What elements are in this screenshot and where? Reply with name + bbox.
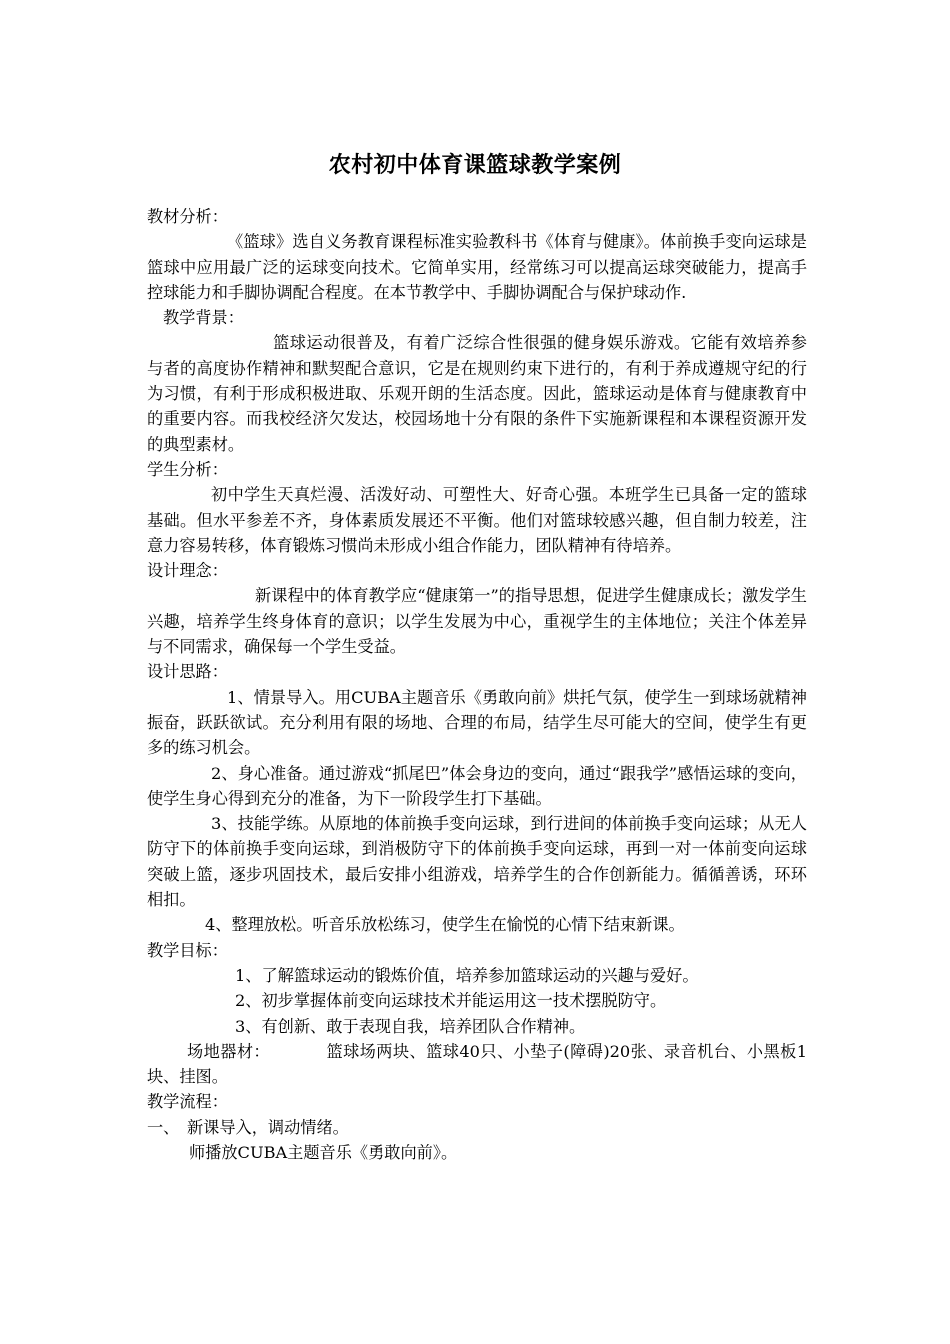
process-step-detail: 师播放CUBA主题音乐《勇敢向前》。: [189, 1142, 458, 1162]
heading-material-analysis: 教材分析：: [147, 207, 228, 226]
heading-equipment: 场地器材：: [187, 1041, 271, 1061]
equipment-paragraph: [147, 1039, 807, 1090]
design-idea-item: 2、身心准备。通过游戏“抓尾巴”体会身边的变向，通过“跟我学”感悟运球的变向，使学生身心得到充分的准备，为下一阶段学生打下基础。: [147, 763, 807, 808]
paragraph-teaching-background: 篮球运动很普及，有着广泛综合性很强的健身娱乐游戏。它能有效培养参与者的高度协作精神和默契配合意识，它是在规则约束下进行的，有利于养成遵规守纪的行为习惯，有利于形成积极进取、乐观开朗的生活态度。因此，篮球运动是体育与健康教育中的重要内容。而我校经济欠发达，校园场地十分有限的条件下实施新课程和本课程资源开发的典型素材。: [147, 333, 807, 454]
teaching-goal-item: 2、初步掌握体前变向运球技术并能运用这一技术摆脱防守。: [235, 991, 667, 1011]
teaching-goal-item: 3、有创新、敢于表现自我，培养团队合作精神。: [235, 1016, 586, 1036]
design-idea-item: 1、情景导入。用CUBA主题音乐《勇敢向前》烘托气氛，使学生一到球场就精神振奋，跃跃欲试。充分利用有限的场地、合理的布局，结学生尽可能大的空间，使学生有更多的练习机会。: [147, 687, 807, 758]
page-title: 农村初中体育课篮球教学案例: [328, 153, 622, 178]
process-step-text: 新课导入，调动情绪。: [187, 1117, 349, 1137]
heading-teaching-process: 教学流程：: [147, 1092, 228, 1112]
paragraph-design-concept: 新课程中的体育教学应“健康第一”的指导思想，促进学生健康成长；激发学生兴趣，培养学生终身体育的意识；以学生发展为中心，重视学生的主体地位；关注个体差异与不同需求，确保每一个学生受益。: [147, 586, 807, 657]
design-idea-item: 3、技能学练。从原地的体前换手变向运球，到行进间的体前换手变向运球；从无人防守下的体前换手变向运球，到消极防守下的体前换手变向运球，再到一对一体前变向运球突破上篮，逐步巩固技术，最后安排小组游戏，培养学生的合作创新能力。循循善诱，环环相扣。: [147, 814, 807, 910]
process-step-number: 一、: [147, 1117, 180, 1137]
document-body: [147, 204, 807, 1165]
design-idea-item: 4、整理放松。听音乐放松练习，使学生在愉悦的心情下结束新课。: [205, 915, 685, 935]
heading-teaching-goals: 教学目标：: [147, 940, 228, 960]
heading-design-concept: 设计理念：: [147, 561, 228, 581]
paragraph-student-analysis: 初中学生天真烂漫、活泼好动、可塑性大、好奇心强。本班学生已具备一定的篮球基础。但水平参差不齐，身体素质发展还不平衡。他们对篮球较感兴趣，但自制力较差，注意力容易转移，体育锻炼习惯尚未形成小组合作能力，团队精神有待培养。: [147, 485, 807, 555]
paragraph-material-analysis: 《篮球》选自义务教育课程标准实验教科书《体育与健康》。体前换手变向运球是篮球中应用最广泛的运球变向技术。它简单实用，经常练习可以提高运球突破能力，提高手控球能力和手脚协调配合程度。在本节教学中、手脚协调配合与保护球动作.: [147, 232, 807, 302]
heading-design-ideas: 设计思路：: [147, 662, 228, 682]
heading-teaching-background: 教学背景：: [163, 308, 244, 328]
teaching-goal-item: 1、了解篮球运动的锻炼价值，培养参加篮球运动的兴趣与爱好。: [235, 965, 699, 985]
equipment-text: 篮球场两块、篮球40只、小垫子(障碍)20张、录音机台、小黑板1块、挂图。: [147, 1041, 808, 1087]
process-step-1: [147, 1115, 807, 1140]
heading-student-analysis: 学生分析：: [147, 459, 228, 479]
